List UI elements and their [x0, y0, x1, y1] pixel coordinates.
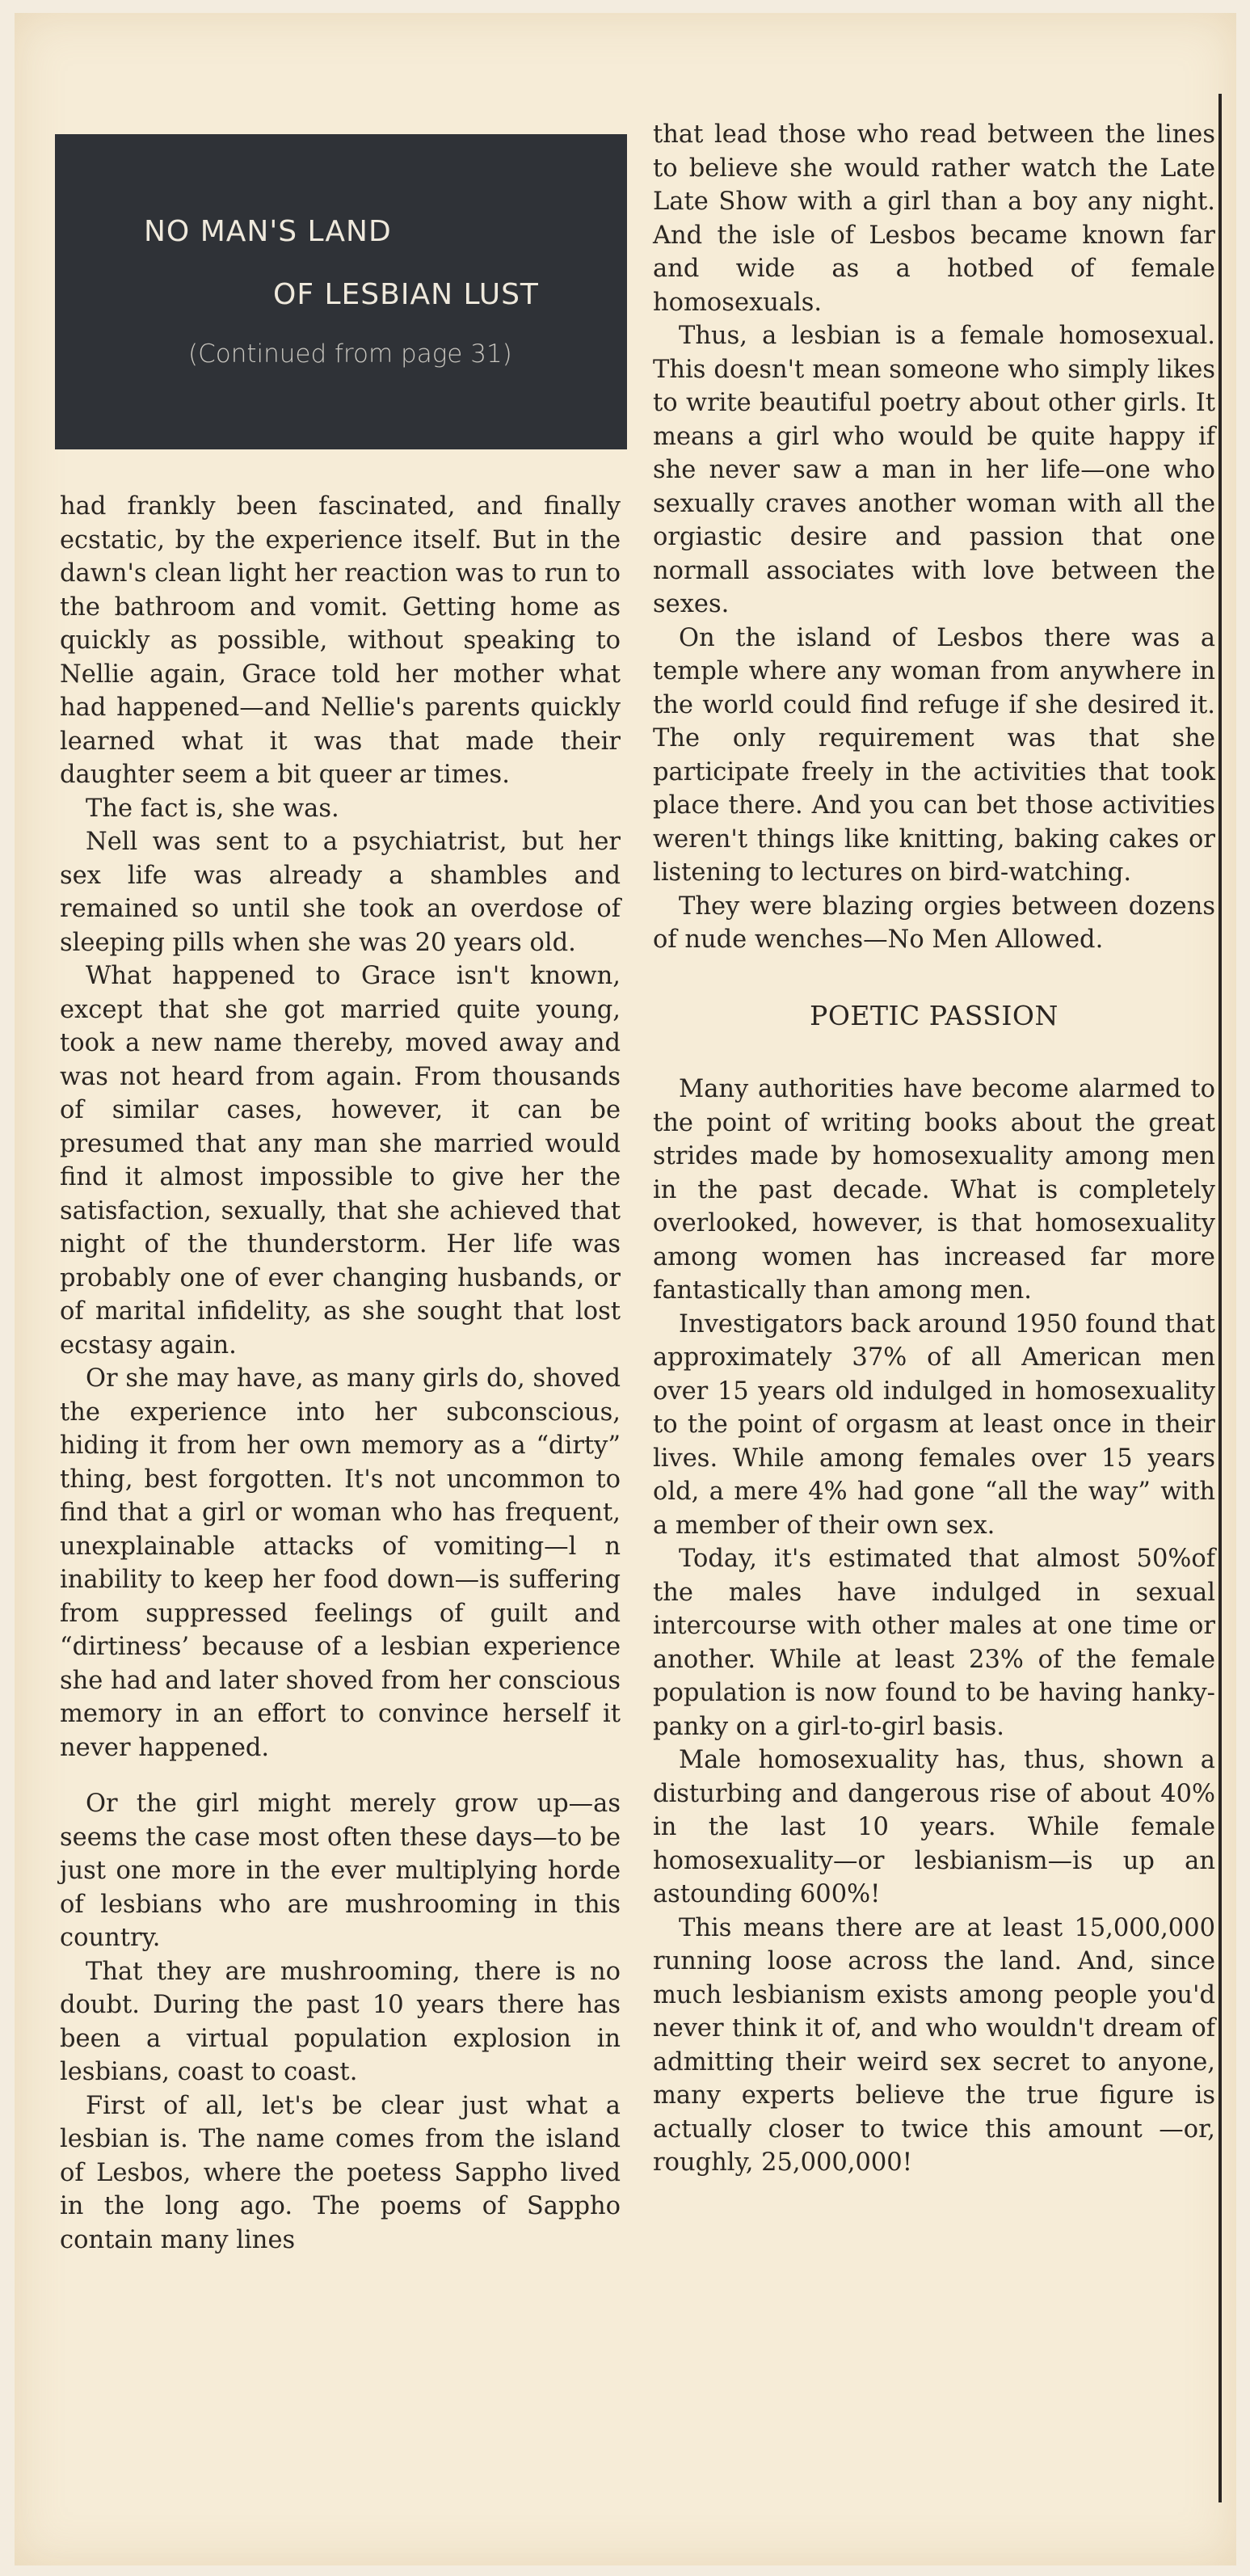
title-line-1: NO MAN'S LAND	[144, 215, 392, 248]
paragraph: This means there are at least 15,000,000 running loose across the land. And, since much lesbianism exists among people you'd never think it of, and who wouldn't dream of admitting their weird sex secret to anyone, many experts believe the true figure is actually closer to twice this amount —or, roughly, 25,000,000!	[653, 1913, 1215, 2177]
paragraph: Male homosexuality has, thus, shown a disturbing and dangerous rise of about 40% in the last 10 years. While female homosexuality—or lesbianism—is up an astounding 600%!	[653, 1746, 1215, 1908]
paragraph: Today, it's estimated that almost 50%of the males have indulged in sexual intercourse with other males at one time or another. While at least 23% of the female population is now found to be having hanky-panky on a girl-to-girl basis.	[653, 1545, 1215, 1741]
continued-note: (Continued from page 31)	[188, 339, 512, 369]
subheading: POETIC PASSION	[810, 999, 1059, 1031]
title-box	[55, 134, 627, 449]
paragraph: That they are mushrooming, there is no doubt. During the past 10 years there has been a virtual population explosion in lesbians, coast to coast.	[60, 1957, 621, 2086]
paragraph: Or she may have, as many girls do, shoved the experience into her subconscious, hiding it from her own memory as a “dirty” thing, best forgotten. It's not uncommon to find that a girl or woman who has frequent, unexplainable attacks of vomiting—l n inability to keep her food down—is suffering from suppressed feelings of guilt and “dirtiness’ because of a lesbian experience she had and later shoved from her conscious memory in an effort to convince herself it never happened.	[60, 1364, 621, 1762]
magazine-page	[15, 13, 1236, 2565]
paragraph: that lead those who read between the lines to believe she would rather watch the Late Late Show with a girl than a boy any night. And the isle of Lesbos became known far and wide as a hotbed of female homosexuals.	[653, 120, 1215, 317]
paragraph: Many authorities have become alarmed to the point of writing books about the great strides made by homosexuality among men in the past decade. What is completely overlooked, however, is that homosexuality among women has increased far more fantastically than among men.	[653, 1075, 1215, 1305]
paragraph: Or the girl might merely grow up—as seems the case most often these days—to be just one more in the ever multiplying horde of lesbians who are mushrooming in this country.	[60, 1790, 621, 1952]
paragraph: First of all, let's be clear just what a lesbian is. The name comes from the island of Lesbos, where the poetess Sappho lived in the long ago. The poems of Sappho contain many lines	[60, 2091, 621, 2254]
column-rule	[1218, 94, 1222, 2502]
paragraph: had frankly been fascinated, and finally ecstatic, by the experience itself. But in the dawn's clean light her reaction was to run to the bathroom and vomit. Getting home as quickly as possible, without speaking to Nellie again, Grace told her mother what had happened—and Nellie's parents quickly learned what it was that made their daughter seem a bit queer ar times.	[60, 492, 621, 789]
paragraph: The fact is, she was.	[86, 794, 339, 823]
paragraph: They were blazing orgies between dozens of nude wenches—No Men Allowed.	[653, 892, 1215, 954]
paragraph: Nell was sent to a psychiatrist, but her sex life was already a shambles and remained so until she took an overdose of sleeping pills when she was 20 years old.	[60, 828, 621, 957]
title-line-2: OF LESBIAN LUST	[273, 278, 539, 311]
paragraph: Investigators back around 1950 found that approximately 37% of all American men over 15 years old indulged in homosexuality to the point of orgasm at least once in their lives. While among females over 15 years old, a mere 4% had gone “all the way” with a member of their own sex.	[653, 1309, 1215, 1540]
paragraph: On the island of Lesbos there was a temple where any woman from anywhere in the world could find refuge if she desired it. The only requirement was that she participate freely in the activities that took place there. And you can bet those activities weren't things like knitting, baking cakes or listening to lectures on bird-watching.	[653, 623, 1215, 887]
right-column	[653, 118, 1215, 2180]
paragraph: What happened to Grace isn't known, except that she got married quite young, took a new name thereby, moved away and was not heard from again. From thousands of similar cases, however, it can be presumed that any man she married would find it almost impossible to give her the satisfaction, sexually, that she achieved that night of the thunderstorm. Her life was probably one of ever changing husbands, or of marital infidelity, as she sought that lost ecstasy again.	[60, 962, 621, 1360]
paragraph: Thus, a lesbian is a female homosexual. This doesn't mean someone who simply likes to write beautiful poetry about other girls. It means a girl who would be quite happy if she never saw a man in her life—one who sexually craves another woman with all the orgiastic desire and passion that one normall associates with love between the sexes.	[653, 322, 1215, 618]
left-column	[60, 490, 621, 2257]
